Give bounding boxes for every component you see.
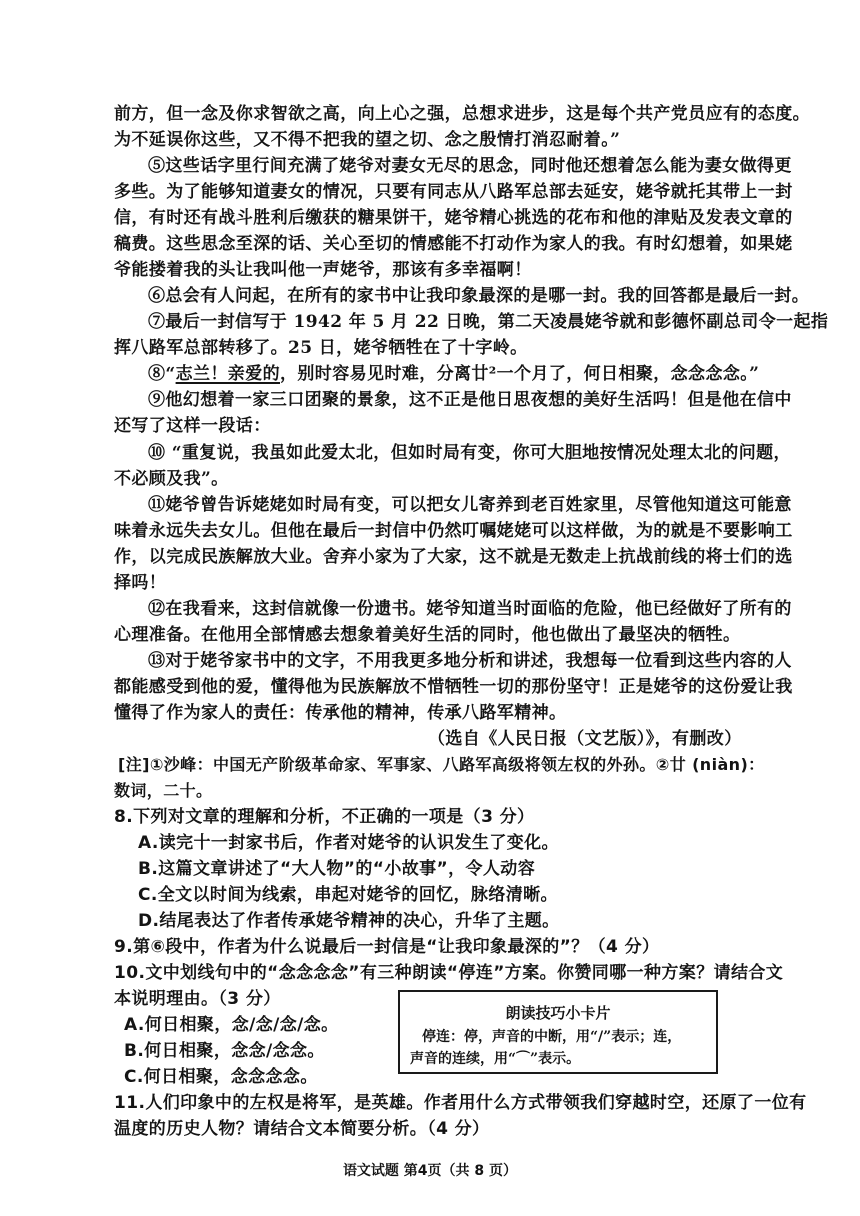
paragraph-12-line-1: ⑫在我看来，这封信就像一份遗书。姥爷知道当时面临的危险，他已经做好了所有的 (148, 599, 792, 619)
paragraph-13-line-3: 懂得了作为家人的责任：传承他的精神，传承八路军精神。 (114, 703, 567, 723)
reading-tip-card (398, 990, 718, 1074)
paragraph-11-line-1: ⑪姥爷曾告诉姥姥如时局有变，可以把女儿寄养到老百姓家里，尽管他知道这可能意 (148, 495, 792, 515)
page-footer: 语文试题 第4页（共 8 页） (342, 1163, 518, 1179)
paragraph-13-line-2: 都能感受到他的爱，懂得他为民族解放不惜牺牲一切的那份坚守！正是姥爷的这份爱让我 (114, 677, 793, 697)
paragraph-7-line-2: 挥八路军总部转移了。25 日，姥爷牺牲在了十字岭。 (114, 338, 528, 358)
question-8: 8.下列对文章的理解和分析，不正确的一项是（3 分） (114, 807, 535, 827)
paragraph-10-line-1: ⑩ “重复说，我虽如此爱太北，但如时局有变，你可大胆地按情况处理太北的问题， (148, 443, 791, 463)
paragraph-11-line-3: 作，以完成民族解放大业。舍弃小家为了大家，这不就是无数走上抗战前线的将士们的选 (114, 547, 793, 567)
question-10-line-1: 10.文中划线句中的“念念念念”有三种朗读“停连”方案。你赞同哪一种方案？请结合文 (114, 963, 784, 983)
paragraph-4-line-2: 为不延误你这些，又不得不把我的望之切、念之殷情打消忍耐着。” (114, 130, 621, 150)
paragraph-5-line-1: ⑤这些话字里行间充满了姥爷对妻女无尽的思念，同时他还想着怎么能为妻女做得更 (148, 156, 792, 176)
paragraph-5-line-2: 多些。为了能够知道妻女的情况，只要有同志从八路军总部去延安，姥爷就托其带上一封 (114, 182, 793, 202)
paragraph-11-line-4: 择吗！ (114, 573, 167, 593)
question-9: 9.第⑥段中，作者为什么说最后一封信是“让我印象最深的”？（4 分） (114, 937, 660, 957)
paragraph-5-line-5: 爷能搂着我的头让我叫他一声姥爷，那该有多幸福啊！ (114, 260, 532, 280)
paragraph-10-line-2: 不必顾及我”。 (114, 469, 229, 489)
question-8-option-d: D.结尾表达了作者传承姥爷精神的决心，升华了主题。 (138, 911, 560, 931)
footnote-line-2: 数词，二十。 (114, 781, 213, 800)
tip-card-line-2: 声音的连续，用“⌒”表示。 (410, 1051, 581, 1067)
tip-card-line-1: 停连：停，声音的中断，用“/”表示；连， (422, 1029, 682, 1045)
paragraph-11-line-2: 味着永远失去女儿。但他在最后一封信中仍然叮嘱姥姥可以这样做，为的就是不要影响工 (114, 521, 793, 541)
question-10-option-c: C.何日相聚，念念念念。 (124, 1067, 318, 1087)
question-8-option-b: B.这篇文章讲述了“大人物”的“小故事”，令人动容 (138, 859, 536, 879)
question-10-option-a: A.何日相聚，念/念/念/念。 (124, 1015, 339, 1035)
paragraph-5-line-3: 信，有时还有战斗胜利后缴获的糖果饼干，姥爷精心挑选的花布和他的津贴及发表文章的 (114, 208, 793, 228)
paragraph-13-line-1: ⑬对于姥爷家书中的文字，不用我更多地分析和讲述，我想每一位看到这些内容的人 (148, 651, 792, 671)
paragraph-9-line-2: 还写了这样一段话： (114, 416, 271, 436)
underlined-sentence: 志兰！亲爱的 (175, 364, 280, 384)
source-citation: （选自《人民日报（文艺版）》，有删改） (428, 729, 742, 749)
paragraph-6-line-1: ⑥总会有人问起，在所有的家书中让我印象最深的是哪一封。我的回答都是最后一封。 (148, 286, 810, 306)
paragraph-5-line-4: 稿费。这些思念至深的话、关心至切的情感能不打动作为家人的我。有时幻想着，如果姥 (114, 234, 793, 254)
quote-open: ⑧“ (148, 364, 176, 384)
paragraph-9-line-1: ⑨他幻想着一家三口团聚的景象，这不正是他日思夜想的美好生活吗！但是他在信中 (148, 390, 792, 410)
paragraph-8-line-1 (148, 363, 759, 385)
tip-card-title: 朗读技巧小卡片 (505, 1004, 611, 1022)
question-10-line-2: 本说明理由。（3 分） (114, 989, 281, 1009)
paragraph-4-line-1: 前方，但一念及你求智欲之高，向上心之强，总想求进步，这是每个共产党员应有的态度。 (114, 104, 810, 124)
footnote-line-1: [注]①沙峰：中国无产阶级革命家、军事家、八路军高级将领左权的外孙。②廿 (niàn)： (118, 755, 765, 774)
question-8-option-a: A.读完十一封家书后，作者对姥爷的认识发生了变化。 (138, 833, 559, 853)
question-10-option-b: B.何日相聚，念念/念念。 (124, 1041, 325, 1061)
paragraph-12-line-2: 心理准备。在他用全部情感去想象着美好生活的同时，他也做出了最坚决的牺牲。 (114, 625, 741, 645)
question-8-option-c: C.全文以时间为线索，串起对姥爷的回忆，脉络清晰。 (138, 885, 558, 905)
question-11-line-1: 11.人们印象中的左权是将军，是英雄。作者用什么方式带领我们穿越时空，还原了一位有 (114, 1093, 807, 1113)
quote-rest: ，别时容易见时难，分离廿²一个月了，何日相聚，念念念念。” (280, 364, 760, 384)
question-11-line-2: 温度的历史人物？请结合文本简要分析。（4 分） (114, 1119, 490, 1139)
paragraph-7-line-1: ⑦最后一封信写于 1942 年 5 月 22 日晚，第二天凌晨姥爷就和彭德怀副总司令一起指 (148, 312, 829, 332)
